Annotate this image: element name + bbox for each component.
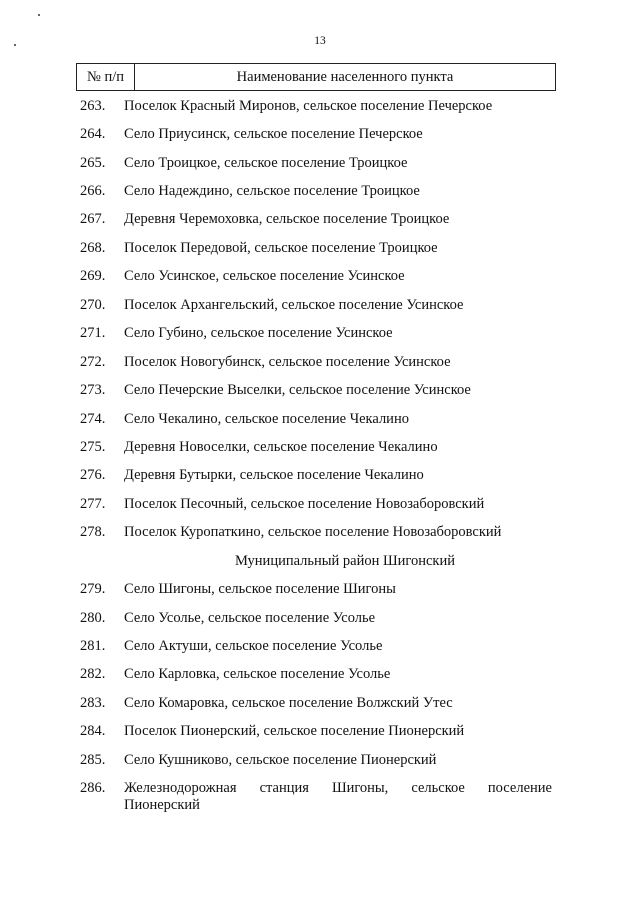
row-name: Поселок Куропаткино, сельское поселение Новозаборовский: [124, 524, 502, 541]
row-name-word: сельское: [411, 779, 465, 796]
table-row: [0, 462, 640, 490]
row-number: 267.: [80, 211, 106, 228]
row-number: 282.: [80, 666, 106, 683]
header-name-column: Наименование населенного пункта: [236, 68, 454, 85]
row-number: 283.: [80, 694, 106, 711]
header-number-column: № п/п: [77, 64, 135, 90]
table-row: [0, 661, 640, 689]
table-row: [0, 775, 640, 815]
row-number: 263.: [80, 97, 106, 114]
row-number: 281.: [80, 638, 106, 655]
row-name: [124, 780, 552, 814]
page-number: 13: [314, 35, 326, 47]
row-name-word: поселение: [487, 779, 552, 796]
row-number: 269.: [80, 268, 106, 285]
row-number: 272.: [80, 353, 106, 370]
table-header: [76, 63, 556, 91]
row-number: 277.: [80, 495, 106, 512]
row-name-word: Шигоны,: [331, 779, 389, 796]
scan-speck: [38, 14, 40, 16]
row-name: Село Комаровка, сельское поселение Волжский Утес: [124, 694, 453, 711]
rows-group: [0, 92, 640, 547]
table-row: [0, 234, 640, 262]
row-name: Село Приусинск, сельское поселение Печерское: [124, 126, 423, 143]
table-row: [0, 263, 640, 291]
table-row: [0, 405, 640, 433]
row-number: 284.: [80, 723, 106, 740]
row-number: 286.: [80, 779, 106, 796]
table-row: [0, 490, 640, 518]
table-row: [0, 92, 640, 120]
row-name: Село Карловка, сельское поселение Усолье: [124, 666, 391, 683]
row-number: 265.: [80, 154, 106, 171]
row-number: 280.: [80, 609, 106, 626]
table-row: [0, 120, 640, 148]
row-name: Деревня Новоселки, сельское поселение Чекалино: [124, 438, 438, 455]
row-name-word: станция: [259, 779, 309, 796]
row-name: Поселок Красный Миронов, сельское поселение Печерское: [124, 97, 493, 114]
row-number: 279.: [80, 581, 106, 598]
table-row: [0, 689, 640, 717]
row-number: 276.: [80, 467, 106, 484]
row-number: 270.: [80, 296, 106, 313]
row-name: Деревня Черемоховка, сельское поселение Троицкое: [124, 211, 450, 228]
row-name: Поселок Передовой, сельское поселение Троицкое: [124, 239, 438, 256]
row-name: Село Шигоны, сельское поселение Шигоны: [124, 581, 396, 598]
table-row: [0, 604, 640, 632]
table-row: [0, 519, 640, 547]
row-number: 274.: [80, 410, 106, 427]
table-row: [0, 291, 640, 319]
table-row: [0, 206, 640, 234]
table-row: [0, 575, 640, 603]
section-title: Муниципальный район Шигонский: [235, 552, 455, 569]
row-name-word: Железнодорожная: [124, 779, 237, 796]
table-row: [0, 376, 640, 404]
row-name: Село Усинское, сельское поселение Усинское: [124, 268, 405, 285]
table-row: [0, 632, 640, 660]
row-number: 264.: [80, 126, 106, 143]
table-body: [0, 92, 640, 815]
row-name: Село Троицкое, сельское поселение Троицкое: [124, 154, 408, 171]
rows-group: [0, 575, 640, 774]
table-row: [0, 177, 640, 205]
row-number: 285.: [80, 751, 106, 768]
row-number: 278.: [80, 524, 106, 541]
row-number: 275.: [80, 438, 106, 455]
row-number: 273.: [80, 382, 106, 399]
row-name: Село Губино, сельское поселение Усинское: [124, 325, 393, 342]
row-name: Село Актуши, сельское поселение Усолье: [124, 638, 383, 655]
row-name: Село Чекалино, сельское поселение Чекалино: [124, 410, 409, 427]
row-name: Поселок Песочный, сельское поселение Новозаборовский: [124, 495, 485, 512]
row-name-line: [124, 780, 552, 797]
table-row: [0, 433, 640, 461]
table-row: [0, 320, 640, 348]
table-row: [0, 746, 640, 774]
table-row: [0, 718, 640, 746]
row-name: Село Печерские Выселки, сельское поселение Усинское: [124, 382, 471, 399]
row-name: Деревня Бутырки, сельское поселение Чекалино: [124, 467, 424, 484]
row-number: 268.: [80, 239, 106, 256]
row-name: Поселок Архангельский, сельское поселение Усинское: [124, 296, 464, 313]
row-name: Поселок Пионерский, сельское поселение Пионерский: [124, 723, 465, 740]
row-name: Село Усолье, сельское поселение Усолье: [124, 609, 376, 626]
row-number: 271.: [80, 325, 106, 342]
table-row: [0, 348, 640, 376]
table-row: [0, 149, 640, 177]
row-name-line: Пионерский: [124, 796, 200, 813]
row-name: Поселок Новогубинск, сельское поселение Усинское: [124, 353, 451, 370]
row-number: 266.: [80, 183, 106, 200]
row-name: Село Кушниково, сельское поселение Пионерский: [124, 751, 437, 768]
row-name: Село Надеждино, сельское поселение Троицкое: [124, 183, 420, 200]
